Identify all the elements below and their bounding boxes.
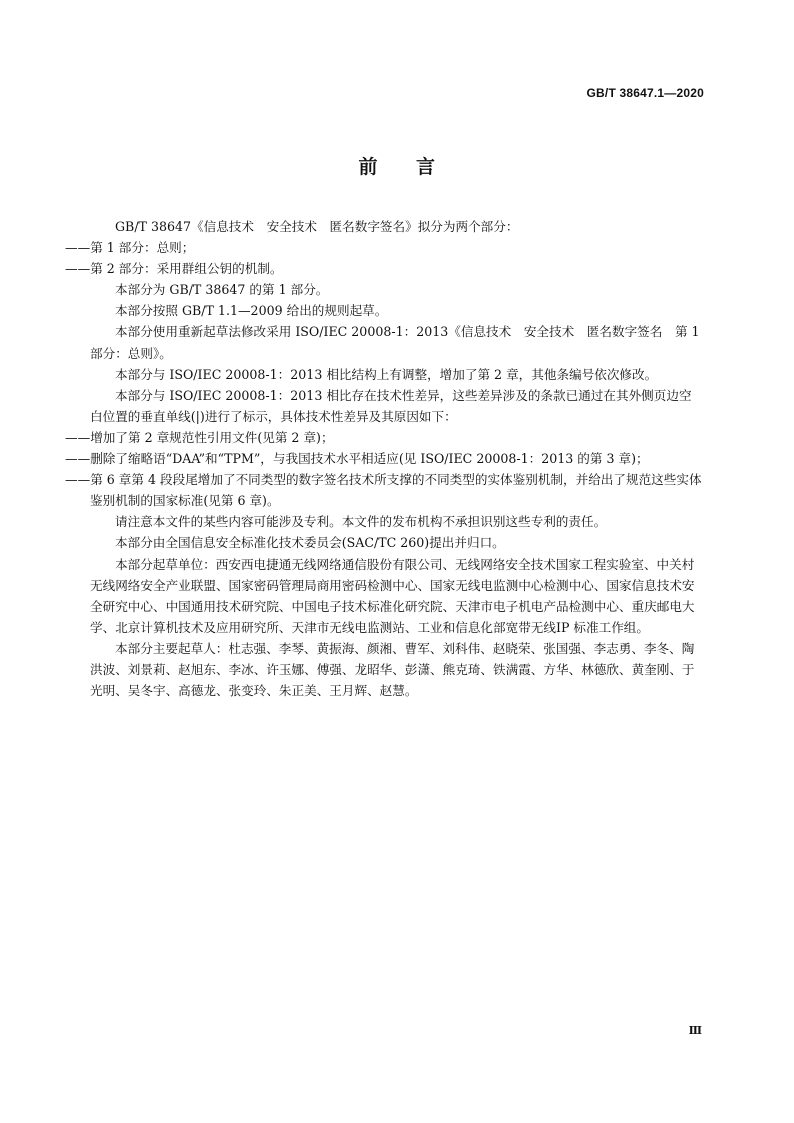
foreword-body (65, 216, 704, 701)
list-item: ——第 6 章第 4 段段尾增加了不同类型的数字签名技术所支撑的不同类型的实体鉴别机制，并给出了规范这些实体鉴别机制的国家标准(见第 6 章)。 (65, 472, 702, 509)
page-number: Ⅲ (688, 1024, 702, 1037)
list-item: ——增加了第 2 章规范性引用文件(见第 2 章)； (65, 429, 334, 445)
paragraph: 本部分由全国信息安全标准化技术委员会(SAC/TC 260)提出并归口。 (115, 535, 505, 551)
paragraph: 本部分起草单位：西安西电捷通无线网络通信股份有限公司、无线网络安全技术国家工程实验室、中关村无线网络安全产业联盟、国家密码管理局商用密码检测中心、国家无线电监测中心检测中心、国家信息技术安全研究中心、中国通用技术研究院、中国电子技术标准化研究院、天津市电子机电产品检测中心、重庆邮电大学、北京计算机技术及应用研究所、天津市无线电监测站、工业和信息化部宽带无线IP 标准工作组。 (90, 556, 695, 635)
page-title (0, 152, 794, 179)
standard-code: GB/T 38647.1—2020 (586, 86, 704, 100)
list-item: ——第 1 部分：总则； (65, 240, 195, 256)
paragraph: 请注意本文件的某些内容可能涉及专利。本文件的发布机构不承担识别这些专利的责任。 (115, 514, 607, 530)
paragraph: 本部分使用重新起草法修改采用 ISO/IEC 20008-1：2013《信息技术 安全技术 匿名数字签名 第 1 部分：总则》。 (90, 324, 700, 361)
list-item: ——第 2 部分：采用群组公钥的机制。 (65, 261, 283, 277)
paragraph: GB/T 38647《信息技术 安全技术 匿名数字签名》拟分为两个部分： (115, 219, 519, 234)
paragraph: 本部分与 ISO/IEC 20008-1：2013 相比结构上有调整，增加了第 2 章，其他条编号依次修改。 (115, 366, 658, 382)
list-item: ——删除了缩略语“DAA”和“TPM”，与我国技术水平相适应(见 ISO/IEC 20008-1：2013 的第 3 章)； (65, 451, 649, 467)
paragraph: 本部分按照 GB/T 1.1—2009 给出的规则起草。 (115, 303, 388, 319)
paragraph: 本部分主要起草人：杜志强、李琴、黄振海、颜湘、曹军、刘科伟、赵晓荣、张国强、李志勇、李冬、陶洪波、刘景莉、赵旭东、李冰、许玉娜、傅强、龙昭华、彭潇、熊克琦、铁满霞、方华、林德欣、黄奎刚、于光明、吴冬宇、高德龙、张变玲、朱正美、王月辉、赵慧。 (90, 640, 695, 699)
title-char-1: 前 (358, 156, 378, 178)
paragraph: 本部分与 ISO/IEC 20008-1：2013 相比存在技术性差异，这些差异涉及的条款已通过在其外侧页边空白位置的垂直单线(|)进行了标示，具体技术性差异及其原因如下： (90, 387, 692, 424)
title-char-2: 言 (416, 156, 436, 178)
paragraph: 本部分为 GB/T 38647 的第 1 部分。 (115, 282, 329, 298)
